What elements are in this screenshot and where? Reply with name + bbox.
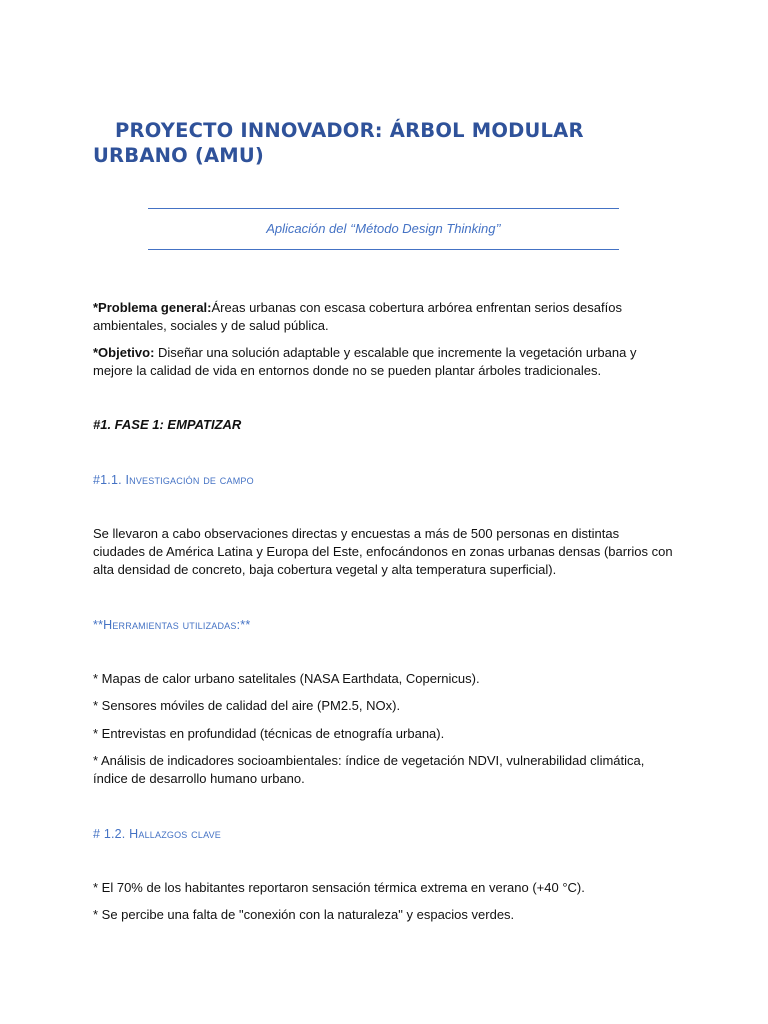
section-1-2-heading: # 1.2. Hallazgos clave <box>93 827 222 841</box>
tool-item: * Sensores móviles de calidad del aire (PM2.5, NOx). <box>93 698 401 713</box>
phase1-heading: #1. FASE 1: EMPATIZAR <box>93 417 242 432</box>
tools-heading: **Herramientas utilizadas:** <box>93 618 251 632</box>
tool-item: * Entrevistas en profundidad (técnicas de etnografía urbana). <box>93 726 445 741</box>
objective-paragraph <box>93 344 673 380</box>
finding-item: * Se percibe una falta de "conexión con la naturaleza" y espacios verdes. <box>93 907 515 922</box>
problem-label: *Problema general: <box>93 300 212 315</box>
document-subtitle: Aplicación del ‘‘Método Design Thinking’’ <box>266 221 501 236</box>
problem-paragraph <box>93 299 673 335</box>
tool-item: * Análisis de indicadores socioambientales: índice de vegetación NDVI, vulnerabilidad climática, índice de desarrollo humano urbano. <box>93 753 645 786</box>
subtitle-top-rule <box>148 208 619 209</box>
section-1-1-paragraph: Se llevaron a cabo observaciones directas y encuestas a más de 500 personas en distintas ciudades de América Latina y Europa del Este, enfocándonos en zonas urbanas densas (barrios con alta densidad de concreto, baja cobertura vegetal y alta temperatura superficial). <box>93 526 673 577</box>
document-title-text: PROYECTO INNOVADOR: ÁRBOL MODULAR URBANO (AMU) <box>93 119 584 167</box>
section-1-1-heading: #1.1. Investigación de campo <box>93 473 254 487</box>
document-title <box>93 118 653 168</box>
subtitle-bottom-rule <box>148 249 619 250</box>
problem-text: Áreas urbanas con escasa cobertura arbórea enfrentan serios desafíos ambientales, sociales y de salud pública. <box>93 300 622 333</box>
tool-item: * Mapas de calor urbano satelitales (NASA Earthdata, Copernicus). <box>93 671 480 686</box>
objective-text: Diseñar una solución adaptable y escalable que incremente la vegetación urbana y mejore la calidad de vida en entornos donde no se pueden plantar árboles tradicionales. <box>93 345 637 378</box>
objective-label: *Objetivo: <box>93 345 155 360</box>
finding-item: * El 70% de los habitantes reportaron sensación térmica extrema en verano (+40 °C). <box>93 880 585 895</box>
